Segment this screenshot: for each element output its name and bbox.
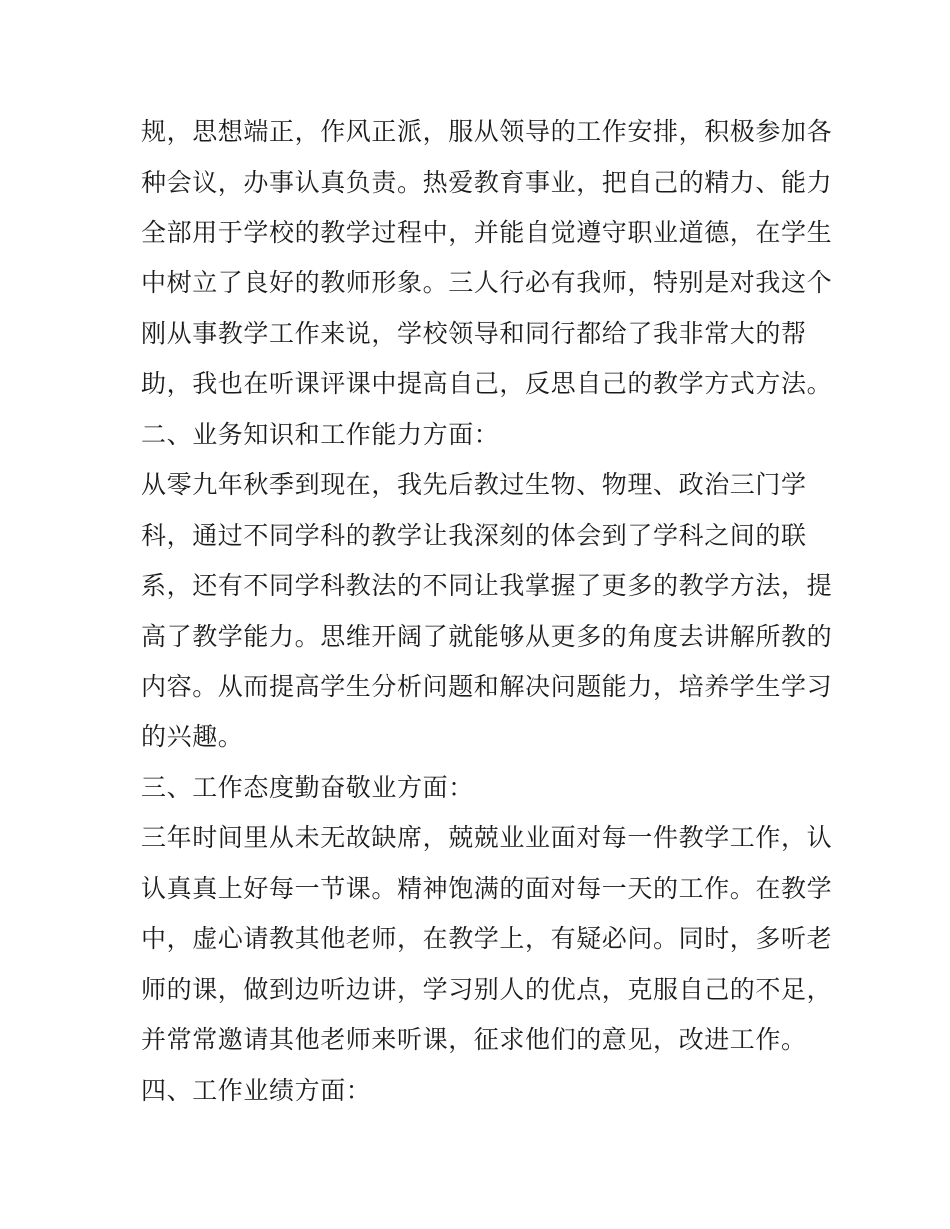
text-line-5: 刚从事教学工作来说，学校领导和同行都给了我非常大的帮 [141, 319, 807, 348]
text-line-2: 种会议，办事认真负责。热爱教育事业，把自己的精力、能力 [141, 168, 833, 197]
text-line-10: 系，还有不同学科教法的不同让我掌握了更多的教学方法，提 [141, 571, 833, 600]
text-line-13: 的兴趣。 [141, 722, 244, 751]
text-line-15: 三年时间里从未无故缺席，兢兢业业面对每一件教学工作，认 [141, 823, 833, 852]
text-line-9: 科，通过不同学科的教学让我深刻的体会到了学科之间的联 [141, 521, 807, 550]
section-heading-2: 二、业务知识和工作能力方面： [141, 420, 500, 449]
text-line-6: 助，我也在听课评课中提高自己，反思自己的教学方式方法。 [141, 369, 833, 398]
text-line-8: 从零九年秋季到现在，我先后教过生物、物理、政治三门学 [141, 470, 807, 499]
text-line-1: 规，思想端正，作风正派，服从领导的工作安排，积极参加各 [141, 117, 833, 146]
text-line-11: 高了教学能力。思维开阔了就能够从更多的角度去讲解所教的 [141, 622, 833, 651]
section-heading-3: 三、工作态度勤奋敬业方面： [141, 773, 474, 802]
text-line-17: 中，虚心请教其他老师，在教学上，有疑必问。同时，多听老 [141, 924, 833, 953]
section-heading-4: 四、工作业绩方面： [141, 1076, 372, 1105]
text-line-4: 中树立了良好的教师形象。三人行必有我师，特别是对我这个 [141, 268, 833, 297]
text-line-12: 内容。从而提高学生分析问题和解决问题能力，培养学生学习 [141, 672, 833, 701]
text-line-19: 并常常邀请其他老师来听课，征求他们的意见，改进工作。 [141, 1025, 807, 1054]
text-line-3: 全部用于学校的教学过程中，并能自觉遵守职业道德，在学生 [141, 218, 833, 247]
text-line-18: 师的课，做到边听边讲，学习别人的优点，克服自己的不足， [141, 975, 833, 1004]
text-line-16: 认真真上好每一节课。精神饱满的面对每一天的工作。在教学 [141, 874, 833, 903]
